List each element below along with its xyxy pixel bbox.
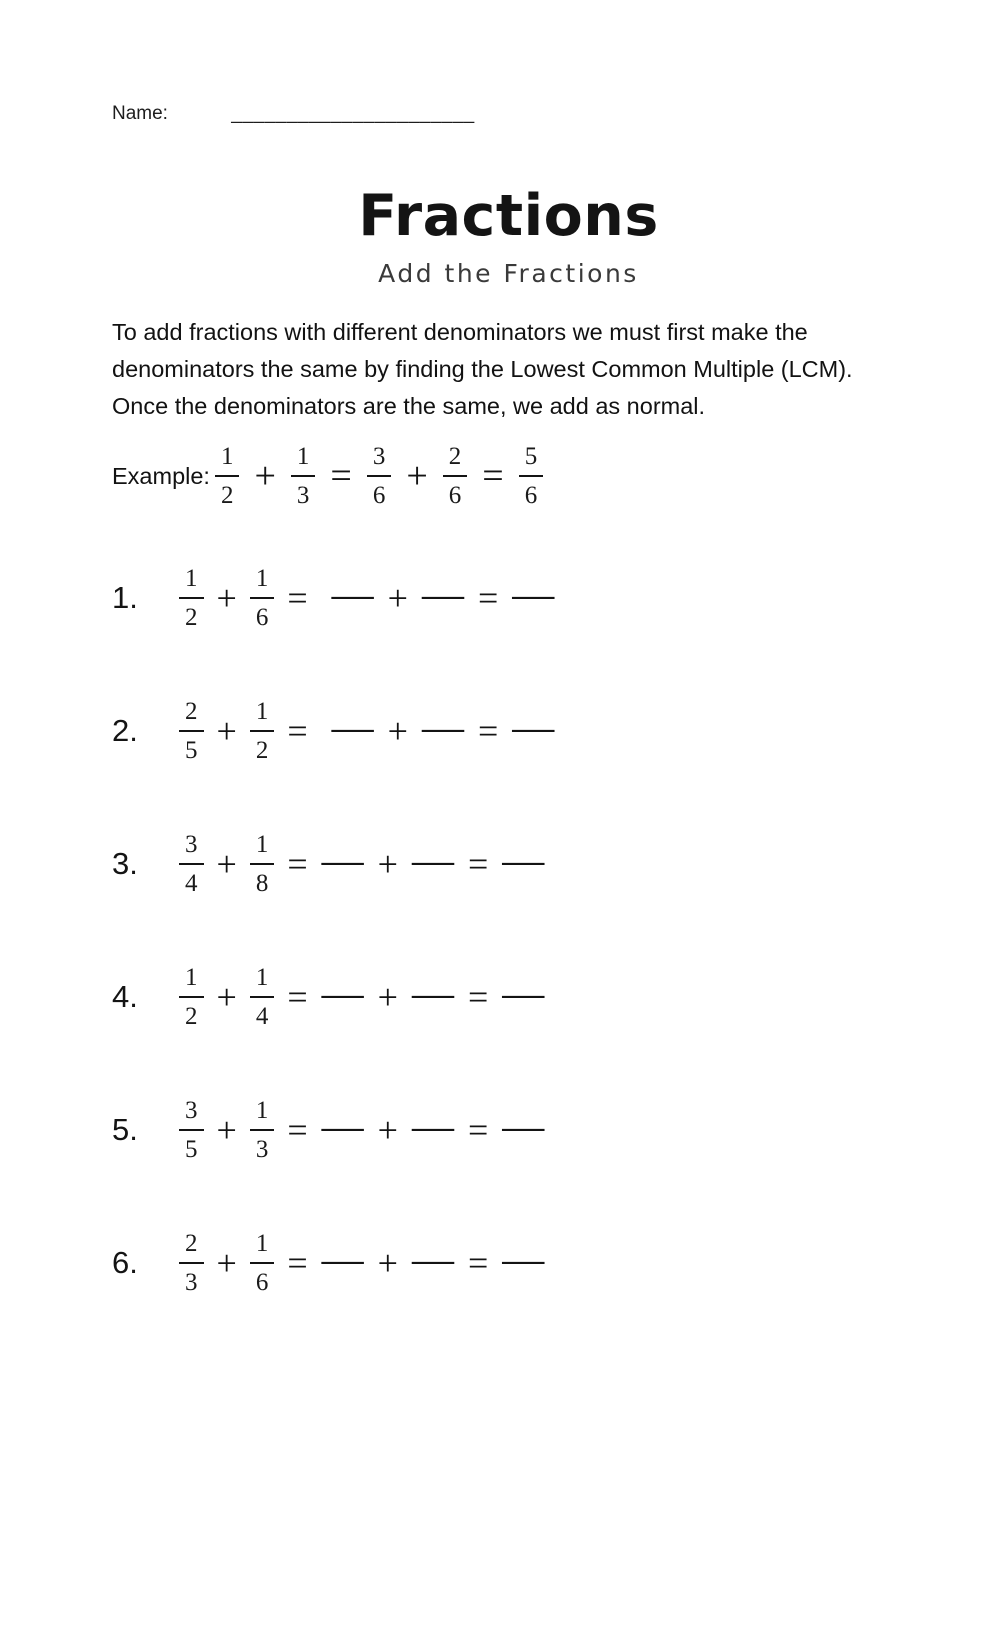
- fraction-numerator: 1: [250, 962, 275, 998]
- answer-blank: —: [502, 838, 545, 884]
- answer-blank: —: [502, 1237, 545, 1283]
- problem-row-5: [112, 1095, 905, 1165]
- problem-fraction-2: [250, 563, 275, 633]
- fraction-denominator: 3: [185, 1269, 198, 1296]
- answer-blank: —: [331, 705, 374, 751]
- answer-blank: —: [502, 1104, 545, 1150]
- plus-sign: +: [216, 1110, 237, 1150]
- fraction-numerator: 2: [443, 441, 468, 477]
- fraction-numerator: 1: [250, 829, 275, 865]
- fraction-numerator: 1: [179, 962, 204, 998]
- equals-sign: =: [287, 977, 308, 1017]
- plus-sign: +: [387, 578, 408, 618]
- plus-sign: +: [406, 455, 428, 497]
- equals-sign: =: [287, 1110, 308, 1150]
- problem-fraction-1: [179, 962, 204, 1032]
- answer-blank: —: [331, 572, 374, 618]
- plus-sign: +: [377, 844, 398, 884]
- instructions-text: To add fractions with different denominators we must first make the denominators the same by finding the Lowest Common Multiple (LCM). Once the denominators are the same, we add as normal.: [112, 319, 853, 419]
- fraction-denominator: 3: [255, 1136, 269, 1163]
- equals-sign: =: [287, 1243, 308, 1283]
- fraction-denominator: 2: [220, 482, 234, 509]
- fraction-numerator: 3: [179, 829, 204, 865]
- fraction-denominator: 6: [524, 482, 538, 509]
- plus-sign: +: [216, 977, 237, 1017]
- problem-row-6: [112, 1228, 905, 1298]
- fraction-numerator: 1: [291, 441, 316, 477]
- problem-fraction-1: [179, 829, 204, 899]
- answer-blank: —: [411, 1104, 454, 1150]
- plus-sign: +: [387, 711, 408, 751]
- answer-blank: —: [321, 1104, 364, 1150]
- fraction-numerator: 1: [250, 696, 275, 732]
- answer-blank: —: [411, 1237, 454, 1283]
- answer-blank: —: [421, 572, 464, 618]
- plus-sign: +: [254, 455, 276, 497]
- plus-sign: +: [216, 844, 237, 884]
- fraction-numerator: 5: [519, 441, 544, 477]
- plus-sign: +: [377, 977, 398, 1017]
- answer-blank: —: [421, 705, 464, 751]
- equals-sign: =: [482, 455, 504, 497]
- equals-sign: =: [287, 711, 308, 751]
- fraction-denominator: 6: [255, 604, 269, 631]
- problem-row-4: [112, 962, 905, 1032]
- answer-blank: —: [502, 971, 545, 1017]
- fraction-denominator: 2: [185, 604, 198, 631]
- problem-fraction-1: [179, 563, 204, 633]
- example-label: Example:: [112, 462, 210, 489]
- worksheet-subtitle: Add the Fractions: [378, 259, 639, 288]
- fraction-numerator: 1: [179, 563, 204, 599]
- fraction-numerator: 1: [250, 1095, 275, 1131]
- example-row: [112, 441, 905, 511]
- equals-sign: =: [477, 578, 499, 618]
- problem-row-3: [112, 829, 905, 899]
- fraction-numerator: 1: [250, 1228, 275, 1264]
- fraction-numerator: 2: [179, 696, 204, 732]
- worksheet-title: Fractions: [358, 183, 659, 249]
- plus-sign: +: [216, 1243, 237, 1283]
- equals-sign: =: [477, 711, 499, 751]
- fraction-denominator: 6: [448, 482, 462, 509]
- answer-blank: —: [321, 1237, 364, 1283]
- problem-fraction-1: [179, 1095, 204, 1165]
- problem-number: 4.: [112, 979, 138, 1014]
- problem-number: 1.: [112, 580, 138, 615]
- equals-sign: =: [467, 1110, 489, 1150]
- fraction-denominator: 4: [185, 870, 198, 897]
- plus-sign: +: [216, 711, 237, 751]
- example-fraction-5: [519, 441, 544, 511]
- equals-sign: =: [467, 844, 489, 884]
- fraction-denominator: 2: [185, 1003, 198, 1030]
- fraction-denominator: 4: [255, 1003, 269, 1030]
- problem-fraction-2: [250, 962, 275, 1032]
- example-fraction-2: [291, 441, 316, 511]
- fraction-numerator: 3: [179, 1095, 204, 1131]
- problem-number: 5.: [112, 1112, 138, 1147]
- fraction-numerator: 1: [215, 441, 240, 477]
- example-fraction-1: [215, 441, 240, 511]
- plus-sign: +: [377, 1110, 398, 1150]
- fraction-denominator: 3: [296, 482, 310, 509]
- problem-fraction-2: [250, 1095, 275, 1165]
- equals-sign: =: [287, 844, 308, 884]
- fraction-numerator: 1: [250, 563, 275, 599]
- name-label: Name:: [112, 103, 168, 124]
- problem-fraction-2: [250, 696, 275, 766]
- fraction-denominator: 2: [255, 737, 269, 764]
- answer-blank: —: [512, 572, 555, 618]
- problem-fraction-2: [250, 829, 275, 899]
- problem-row-2: [112, 696, 905, 766]
- example-fraction-3: [367, 441, 392, 511]
- fraction-denominator: 5: [185, 1136, 198, 1163]
- problem-number: 6.: [112, 1245, 138, 1280]
- problem-fraction-1: [179, 696, 204, 766]
- plus-sign: +: [216, 578, 237, 618]
- plus-sign: +: [377, 1243, 398, 1283]
- fraction-denominator: 8: [255, 870, 269, 897]
- problem-row-1: [112, 563, 905, 633]
- fraction-numerator: 2: [179, 1228, 204, 1264]
- fraction-denominator: 5: [185, 737, 198, 764]
- equals-sign: =: [467, 1243, 489, 1283]
- answer-blank: —: [411, 838, 454, 884]
- equals-sign: =: [287, 578, 308, 618]
- fraction-denominator: 6: [372, 482, 386, 509]
- answer-blank: —: [321, 971, 364, 1017]
- fraction-numerator: 3: [367, 441, 392, 477]
- name-row: [112, 103, 905, 125]
- example-fraction-4: [443, 441, 468, 511]
- answer-blank: —: [512, 705, 555, 751]
- equals-sign: =: [330, 455, 352, 497]
- problem-fraction-2: [250, 1228, 275, 1298]
- problem-fraction-1: [179, 1228, 204, 1298]
- name-fill-line: ______________________: [231, 103, 475, 124]
- fraction-denominator: 6: [255, 1269, 269, 1296]
- answer-blank: —: [321, 838, 364, 884]
- equals-sign: =: [467, 977, 489, 1017]
- problem-number: 3.: [112, 846, 138, 881]
- answer-blank: —: [411, 971, 454, 1017]
- problem-number: 2.: [112, 713, 138, 748]
